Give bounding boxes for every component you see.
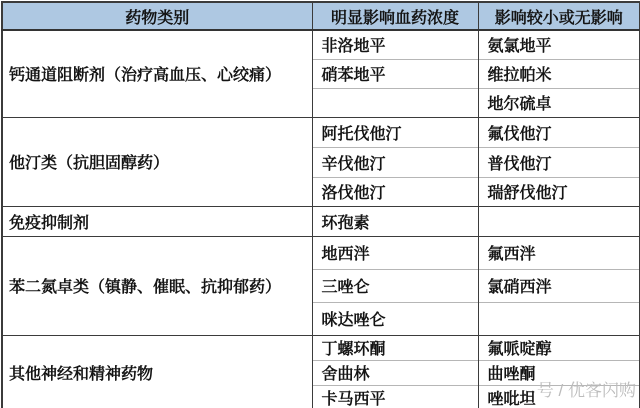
drug-cell: 唑吡坦 [478, 385, 640, 408]
column-header-category: 药物类别 [2, 2, 312, 30]
table-row [2, 117, 640, 147]
drug-cell: 氯硝西泮 [478, 269, 640, 302]
watermark: 号 / 优客闪购 [536, 381, 636, 400]
column-header-unaffected: 影响较小或无影响 [478, 2, 640, 30]
drug-cell: 瑞舒伐他汀 [478, 177, 640, 206]
table-row [2, 335, 640, 360]
drug-cell [312, 88, 478, 117]
drug-cell: 维拉帕米 [478, 59, 640, 88]
drug-cell: 地西泮 [312, 236, 478, 269]
drug-cell [478, 206, 640, 236]
table-row [2, 30, 640, 59]
table-row [2, 236, 640, 269]
header-row [2, 2, 640, 30]
drug-cell: 非洛地平 [312, 30, 478, 59]
category-cell: 其他神经和精神药物 [2, 335, 312, 408]
drug-cell: 氟伐他汀 [478, 117, 640, 147]
drug-cell: 地尔硫卓 [478, 88, 640, 117]
drug-cell: 卡马西平 [312, 385, 478, 408]
drug-cell: 氟西泮 [478, 236, 640, 269]
drug-cell: 曲唑酮 [478, 360, 640, 385]
drug-interaction-table [1, 1, 640, 408]
drug-cell [478, 302, 640, 335]
category-cell: 苯二氮卓类（镇静、催眠、抗抑郁药） [2, 236, 312, 335]
category-cell: 免疫抑制剂 [2, 206, 312, 236]
drug-cell: 丁螺环酮 [312, 335, 478, 360]
drug-cell: 咪达唑仑 [312, 302, 478, 335]
table-row [2, 206, 640, 236]
drug-cell: 舍曲林 [312, 360, 478, 385]
category-cell: 他汀类（抗胆固醇药） [2, 117, 312, 206]
drug-cell: 三唑仑 [312, 269, 478, 302]
drug-cell: 氟哌啶醇 [478, 335, 640, 360]
drug-cell: 硝苯地平 [312, 59, 478, 88]
drug-cell: 辛伐他汀 [312, 147, 478, 177]
drug-cell: 环孢素 [312, 206, 478, 236]
drug-cell: 洛伐他汀 [312, 177, 478, 206]
drug-cell: 普伐他汀 [478, 147, 640, 177]
category-cell: 钙通道阻断剂（治疗高血压、心绞痛） [2, 30, 312, 117]
drug-cell: 氨氯地平 [478, 30, 640, 59]
column-header-affected: 明显影响血药浓度 [312, 2, 478, 30]
drug-cell: 阿托伐他汀 [312, 117, 478, 147]
